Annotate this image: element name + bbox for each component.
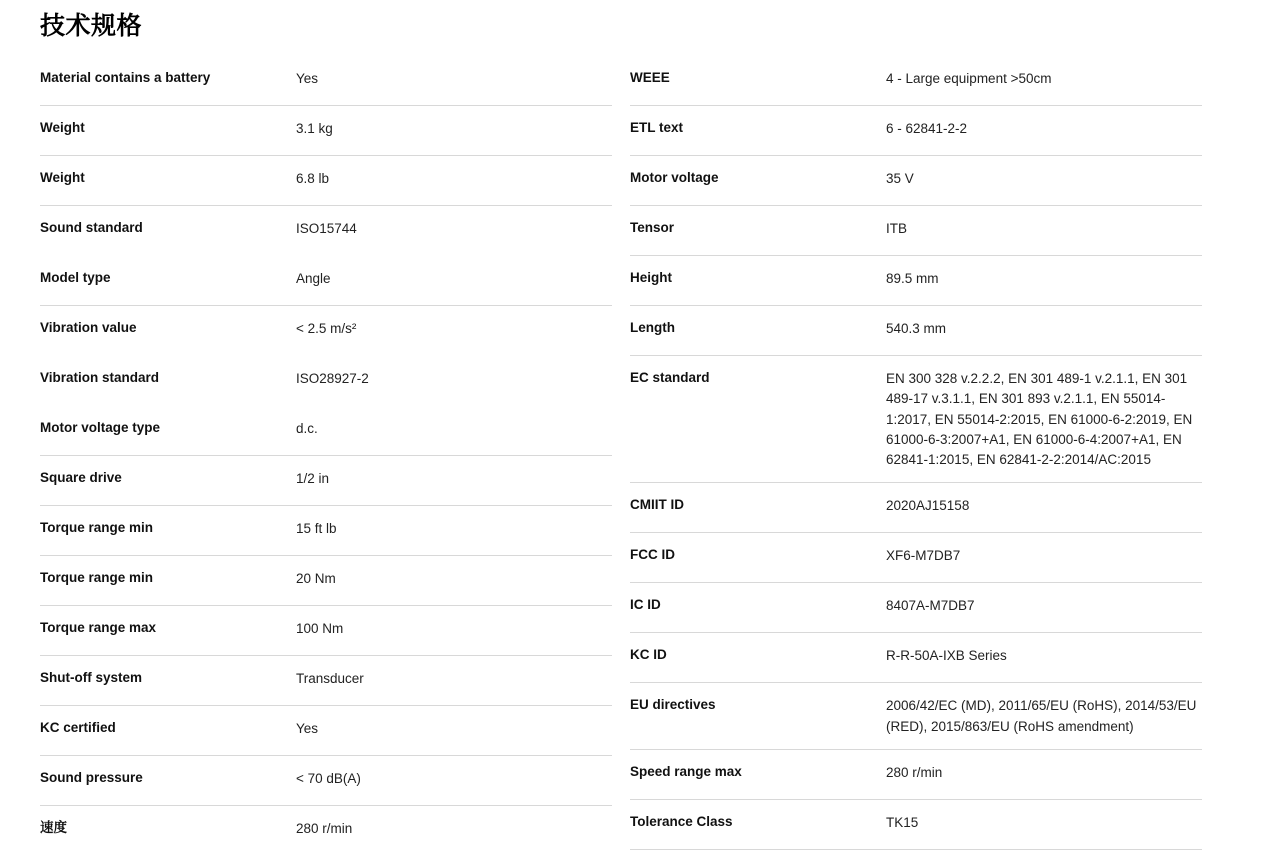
spec-label: Tensor: [630, 220, 675, 235]
spec-row: [40, 56, 612, 106]
spec-value: 6.8 lb: [296, 171, 330, 186]
spec-row: [630, 800, 1202, 850]
spec-label: Speed range max: [630, 763, 742, 779]
spec-value: 8407A-M7DB7: [886, 598, 975, 614]
spec-value: 6 - 62841-2-2: [886, 121, 968, 136]
spec-label: Square drive: [40, 470, 122, 485]
spec-value: XF6-M7DB7: [886, 548, 961, 564]
spec-label: Motor voltage: [630, 170, 719, 185]
spec-label: EC standard: [630, 370, 710, 385]
spec-label: Torque range min: [40, 570, 154, 585]
spec-row: [630, 206, 1202, 256]
spec-row: [630, 750, 1202, 800]
spec-value: ITB: [886, 221, 908, 236]
spec-column-right: [630, 56, 1202, 850]
spec-row: [630, 683, 1202, 750]
spec-value: R-R-50A-IXB Series: [886, 648, 1007, 664]
spec-value: 2006/42/EC (MD), 2011/65/EU (RoHS), 2014/53/EU (RED), 2015/863/EU (RoHS amendment): [886, 698, 1197, 734]
spec-row: [40, 556, 612, 606]
spec-value: 20 Nm: [296, 571, 336, 586]
spec-label: Weight: [40, 170, 85, 185]
spec-value: Yes: [296, 721, 319, 736]
spec-label: Weight: [40, 120, 85, 135]
spec-value: 1/2 in: [296, 471, 330, 486]
spec-value: 3.1 kg: [296, 121, 333, 136]
spec-label: Sound pressure: [40, 770, 143, 785]
spec-value: Yes: [296, 71, 319, 86]
spec-label: CMIIT ID: [630, 497, 684, 513]
spec-row: [40, 356, 612, 406]
spec-value: 280 r/min: [296, 821, 353, 836]
spec-value: Transducer: [296, 671, 364, 686]
spec-row: [40, 606, 612, 656]
spec-row: [630, 356, 1202, 483]
spec-row: [40, 106, 612, 156]
spec-value: 35 V: [886, 171, 914, 186]
spec-label: Material contains a battery: [40, 70, 211, 85]
spec-label: Torque range min: [40, 520, 154, 535]
spec-value: ISO15744: [296, 221, 357, 236]
spec-value: EN 300 328 v.2.2.2, EN 301 489-1 v.2.1.1, EN 301 489-17 v.3.1.1, EN 301 893 v.2.1.1, EN 55014-1:2017, EN 55014-2:2015, EN 61000-6-2:2019, EN 61000-6-3:2007+A1, EN 61000-6-4:2007+A1, EN 62841-1:2015, EN 62841-2-2:2014/AC:2015: [886, 371, 1193, 467]
spec-columns: [40, 56, 1235, 854]
spec-label: KC ID: [630, 647, 667, 663]
spec-row: [40, 806, 612, 854]
spec-label: Length: [630, 320, 675, 335]
spec-row: [630, 483, 1202, 533]
spec-value: d.c.: [296, 421, 318, 436]
spec-label: IC ID: [630, 597, 661, 613]
spec-row: [40, 706, 612, 756]
spec-row: [40, 206, 612, 256]
spec-label: Torque range max: [40, 620, 157, 635]
spec-row: [630, 306, 1202, 356]
spec-label: FCC ID: [630, 547, 675, 563]
spec-row: [630, 633, 1202, 683]
spec-value: 2020AJ15158: [886, 498, 970, 514]
spec-label: Vibration value: [40, 320, 137, 335]
spec-column-left: [40, 56, 612, 854]
spec-label: WEEE: [630, 70, 670, 85]
spec-row: [40, 156, 612, 206]
spec-row: [40, 756, 612, 806]
spec-row: [40, 406, 612, 456]
spec-row: [40, 306, 612, 356]
spec-label: KC certified: [40, 720, 116, 735]
spec-value: Angle: [296, 271, 331, 286]
spec-row: [630, 106, 1202, 156]
spec-row: [630, 583, 1202, 633]
spec-value: 540.3 mm: [886, 321, 947, 336]
spec-label: ETL text: [630, 120, 684, 135]
spec-row: [40, 656, 612, 706]
spec-label: Tolerance Class: [630, 813, 733, 829]
spec-value: ISO28927-2: [296, 371, 369, 386]
spec-label: Sound standard: [40, 220, 143, 235]
spec-label: Model type: [40, 270, 111, 285]
spec-value: 280 r/min: [886, 764, 943, 780]
spec-value: 4 - Large equipment >50cm: [886, 71, 1052, 86]
spec-value: 15 ft lb: [296, 521, 337, 536]
spec-value: < 2.5 m/s²: [296, 321, 357, 336]
spec-label: 速度: [40, 820, 67, 835]
spec-label: Shut-off system: [40, 670, 143, 685]
spec-label: Motor voltage type: [40, 420, 161, 435]
spec-row: [630, 256, 1202, 306]
spec-value: TK15: [886, 814, 919, 830]
spec-label: Height: [630, 270, 672, 285]
spec-row: [630, 56, 1202, 106]
spec-row: [630, 533, 1202, 583]
spec-value: 89.5 mm: [886, 271, 939, 286]
spec-value: 100 Nm: [296, 621, 344, 636]
spec-value: < 70 dB(A): [296, 771, 361, 786]
spec-label: Vibration standard: [40, 370, 160, 385]
spec-label: EU directives: [630, 697, 716, 713]
spec-row: [40, 456, 612, 506]
spec-row: [630, 156, 1202, 206]
spec-row: [40, 256, 612, 306]
spec-row: [40, 506, 612, 556]
page-title: 技术规格: [40, 12, 143, 40]
